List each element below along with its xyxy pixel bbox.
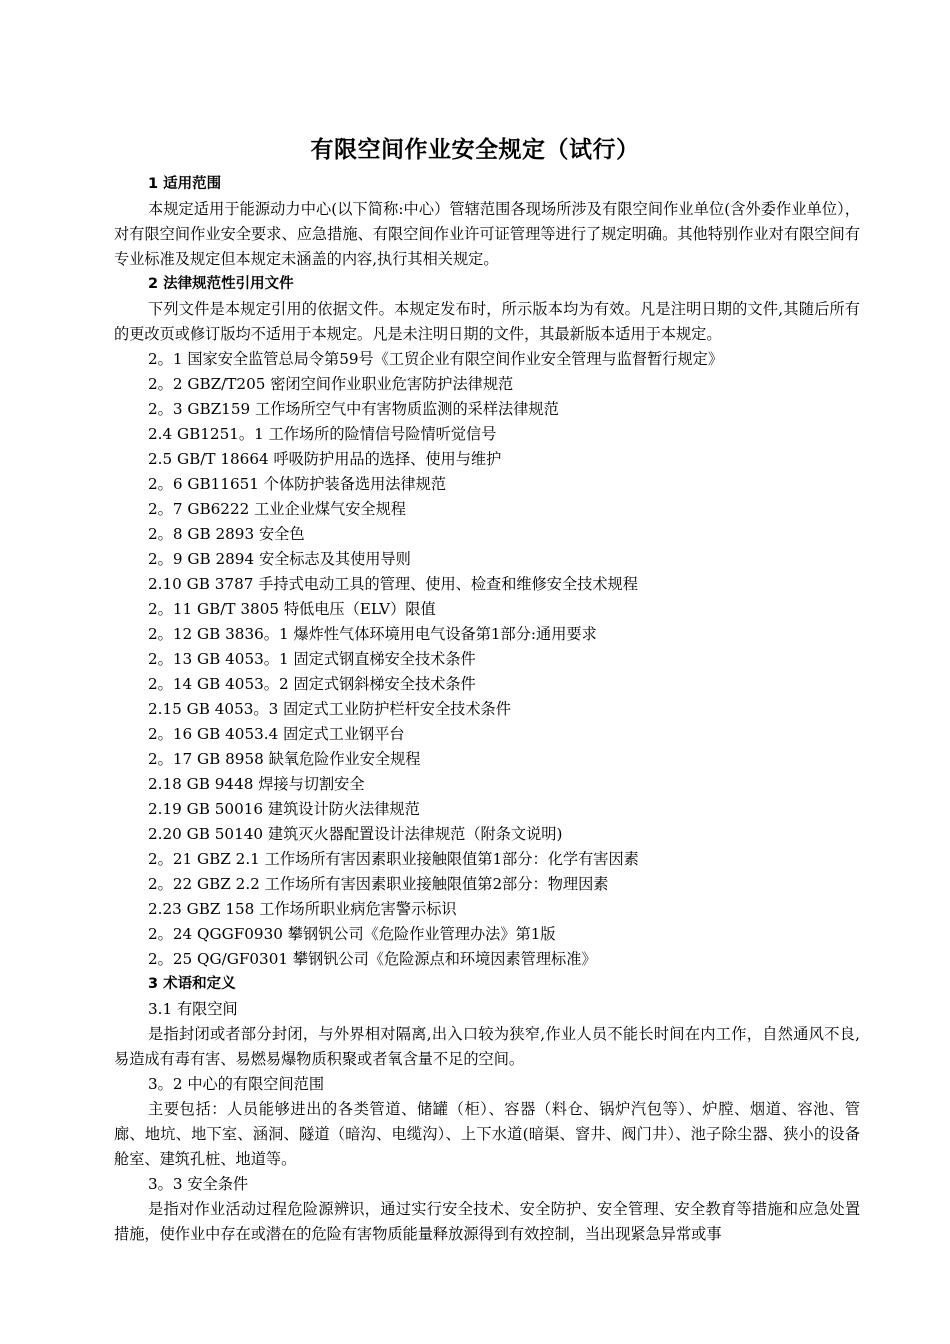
- reference-item: 2.20 GB 50140 建筑灭火器配置设计法律规范（附条文说明): [148, 825, 563, 843]
- reference-item: 2。3 GBZ159 工作场所空气中有害物质监测的采样法律规范: [148, 400, 559, 418]
- section-heading-references: 2 法律规范性引用文件: [148, 276, 294, 292]
- term-definition-confined-space: 是指封闭或者部分封闭，与外界相对隔离,出入口较为狭窄,作业人员不能长时间在内工作，自然通风不良,易造成有毒有害、易燃易爆物质积聚或者氧含量不足的空间。: [114, 1025, 860, 1068]
- reference-item: 2。7 GB6222 工业企业煤气安全规程: [148, 500, 406, 518]
- section-heading-terms: 3 术语和定义: [148, 976, 236, 992]
- paragraph-scope: 本规定适用于能源动力中心(以下简称:中心）管辖范围各现场所涉及有限空间作业单位(含外委作业单位），对有限空间作业安全要求、应急措施、有限空间作业许可证管理等进行了规定明确。其他特别作业对有限空间有专业标准及规定但本规定未涵盖的内容,执行其相关规定。: [114, 200, 860, 268]
- reference-item: 2。14 GB 4053。2 固定式钢斜梯安全技术条件: [148, 675, 476, 693]
- reference-item: 2。1 国家安全监管总局令第59号《工贸企业有限空间作业安全管理与监督暂行规定》: [148, 350, 724, 368]
- reference-item: 2.19 GB 50016 建筑设计防火法律规范: [148, 800, 420, 818]
- reference-item: 2。8 GB 2893 安全色: [148, 525, 305, 543]
- reference-item: 2。2 GBZ/T205 密闭空间作业职业危害防护法律规范: [148, 375, 514, 393]
- reference-item: 2.4 GB1251。1 工作场所的险情信号险情听觉信号: [148, 425, 497, 443]
- section-heading-scope: 1 适用范围: [148, 176, 222, 192]
- reference-item: 2。11 GB/T 3805 特低电压（ELV）限值: [148, 600, 436, 618]
- reference-item: 2.10 GB 3787 手持式电动工具的管理、使用、检查和维修安全技术规程: [148, 575, 638, 593]
- document-body: [114, 172, 860, 1247]
- reference-item: 2。9 GB 2894 安全标志及其使用导则: [148, 550, 411, 568]
- reference-item: 2。16 GB 4053.4 固定式工业钢平台: [148, 725, 405, 743]
- reference-item: 2。21 GBZ 2.1 工作场所有害因素职业接触限值第1部分：化学有害因素: [148, 850, 639, 868]
- reference-item: 2。25 QG/GF0301 攀钢钒公司《危险源点和环境因素管理标准》: [148, 950, 597, 968]
- reference-item: 2。6 GB11651 个体防护装备选用法律规范: [148, 475, 447, 493]
- term-definition-center-scope: 主要包括：人员能够进出的各类管道、储罐（柜）、容器（料仓、锅炉汽包等）、炉膛、烟道、容池、管廊、地坑、地下室、涵洞、隧道（暗沟、电缆沟）、上下水道(暗渠、窨井、阀门井）、池子除尘器、狭小的设备舱室、建筑孔桩、地道等。: [114, 1100, 860, 1168]
- reference-item: 2.5 GB/T 18664 呼吸防护用品的选择、使用与维护: [148, 450, 502, 468]
- term-heading-safety-conditions: 3。3 安全条件: [148, 1175, 249, 1193]
- reference-item: 2。24 QGGF0930 攀钢钒公司《危险作业管理办法》第1版: [148, 925, 556, 943]
- reference-list: [114, 347, 860, 972]
- term-definition-safety-conditions: 是指对作业活动过程危险源辨识，通过实行安全技术、安全防护、安全管理、安全教育等措施和应急处置措施，使作业中存在或潜在的危险有害物质能量释放源得到有效控制，当出现紧急异常或事: [114, 1200, 860, 1243]
- reference-item: 2。12 GB 3836。1 爆炸性气体环境用电气设备第1部分:通用要求: [148, 625, 597, 643]
- term-heading-center-scope: 3。2 中心的有限空间范围: [148, 1075, 325, 1093]
- reference-item: 2。13 GB 4053。1 固定式钢直梯安全技术条件: [148, 650, 476, 668]
- term-heading-confined-space: 3.1 有限空间: [148, 1000, 238, 1018]
- reference-item: 2.23 GBZ 158 工作场所职业病危害警示标识: [148, 900, 457, 918]
- reference-item: 2。17 GB 8958 缺氧危险作业安全规程: [148, 750, 421, 768]
- reference-item: 2.15 GB 4053。3 固定式工业防护栏杆安全技术条件: [148, 700, 511, 718]
- reference-item: 2。22 GBZ 2.2 工作场所有害因素职业接触限值第2部分：物理因素: [148, 875, 609, 893]
- paragraph-references: 下列文件是本规定引用的依据文件。本规定发布时，所示版本均为有效。凡是注明日期的文件,其随后所有的更改页或修订版均不适用于本规定。凡是未注明日期的文件，其最新版本适用于本规定。: [114, 300, 860, 343]
- reference-item: 2.18 GB 9448 焊接与切割安全: [148, 775, 365, 793]
- document-title: 有限空间作业安全规定（试行）: [310, 137, 640, 163]
